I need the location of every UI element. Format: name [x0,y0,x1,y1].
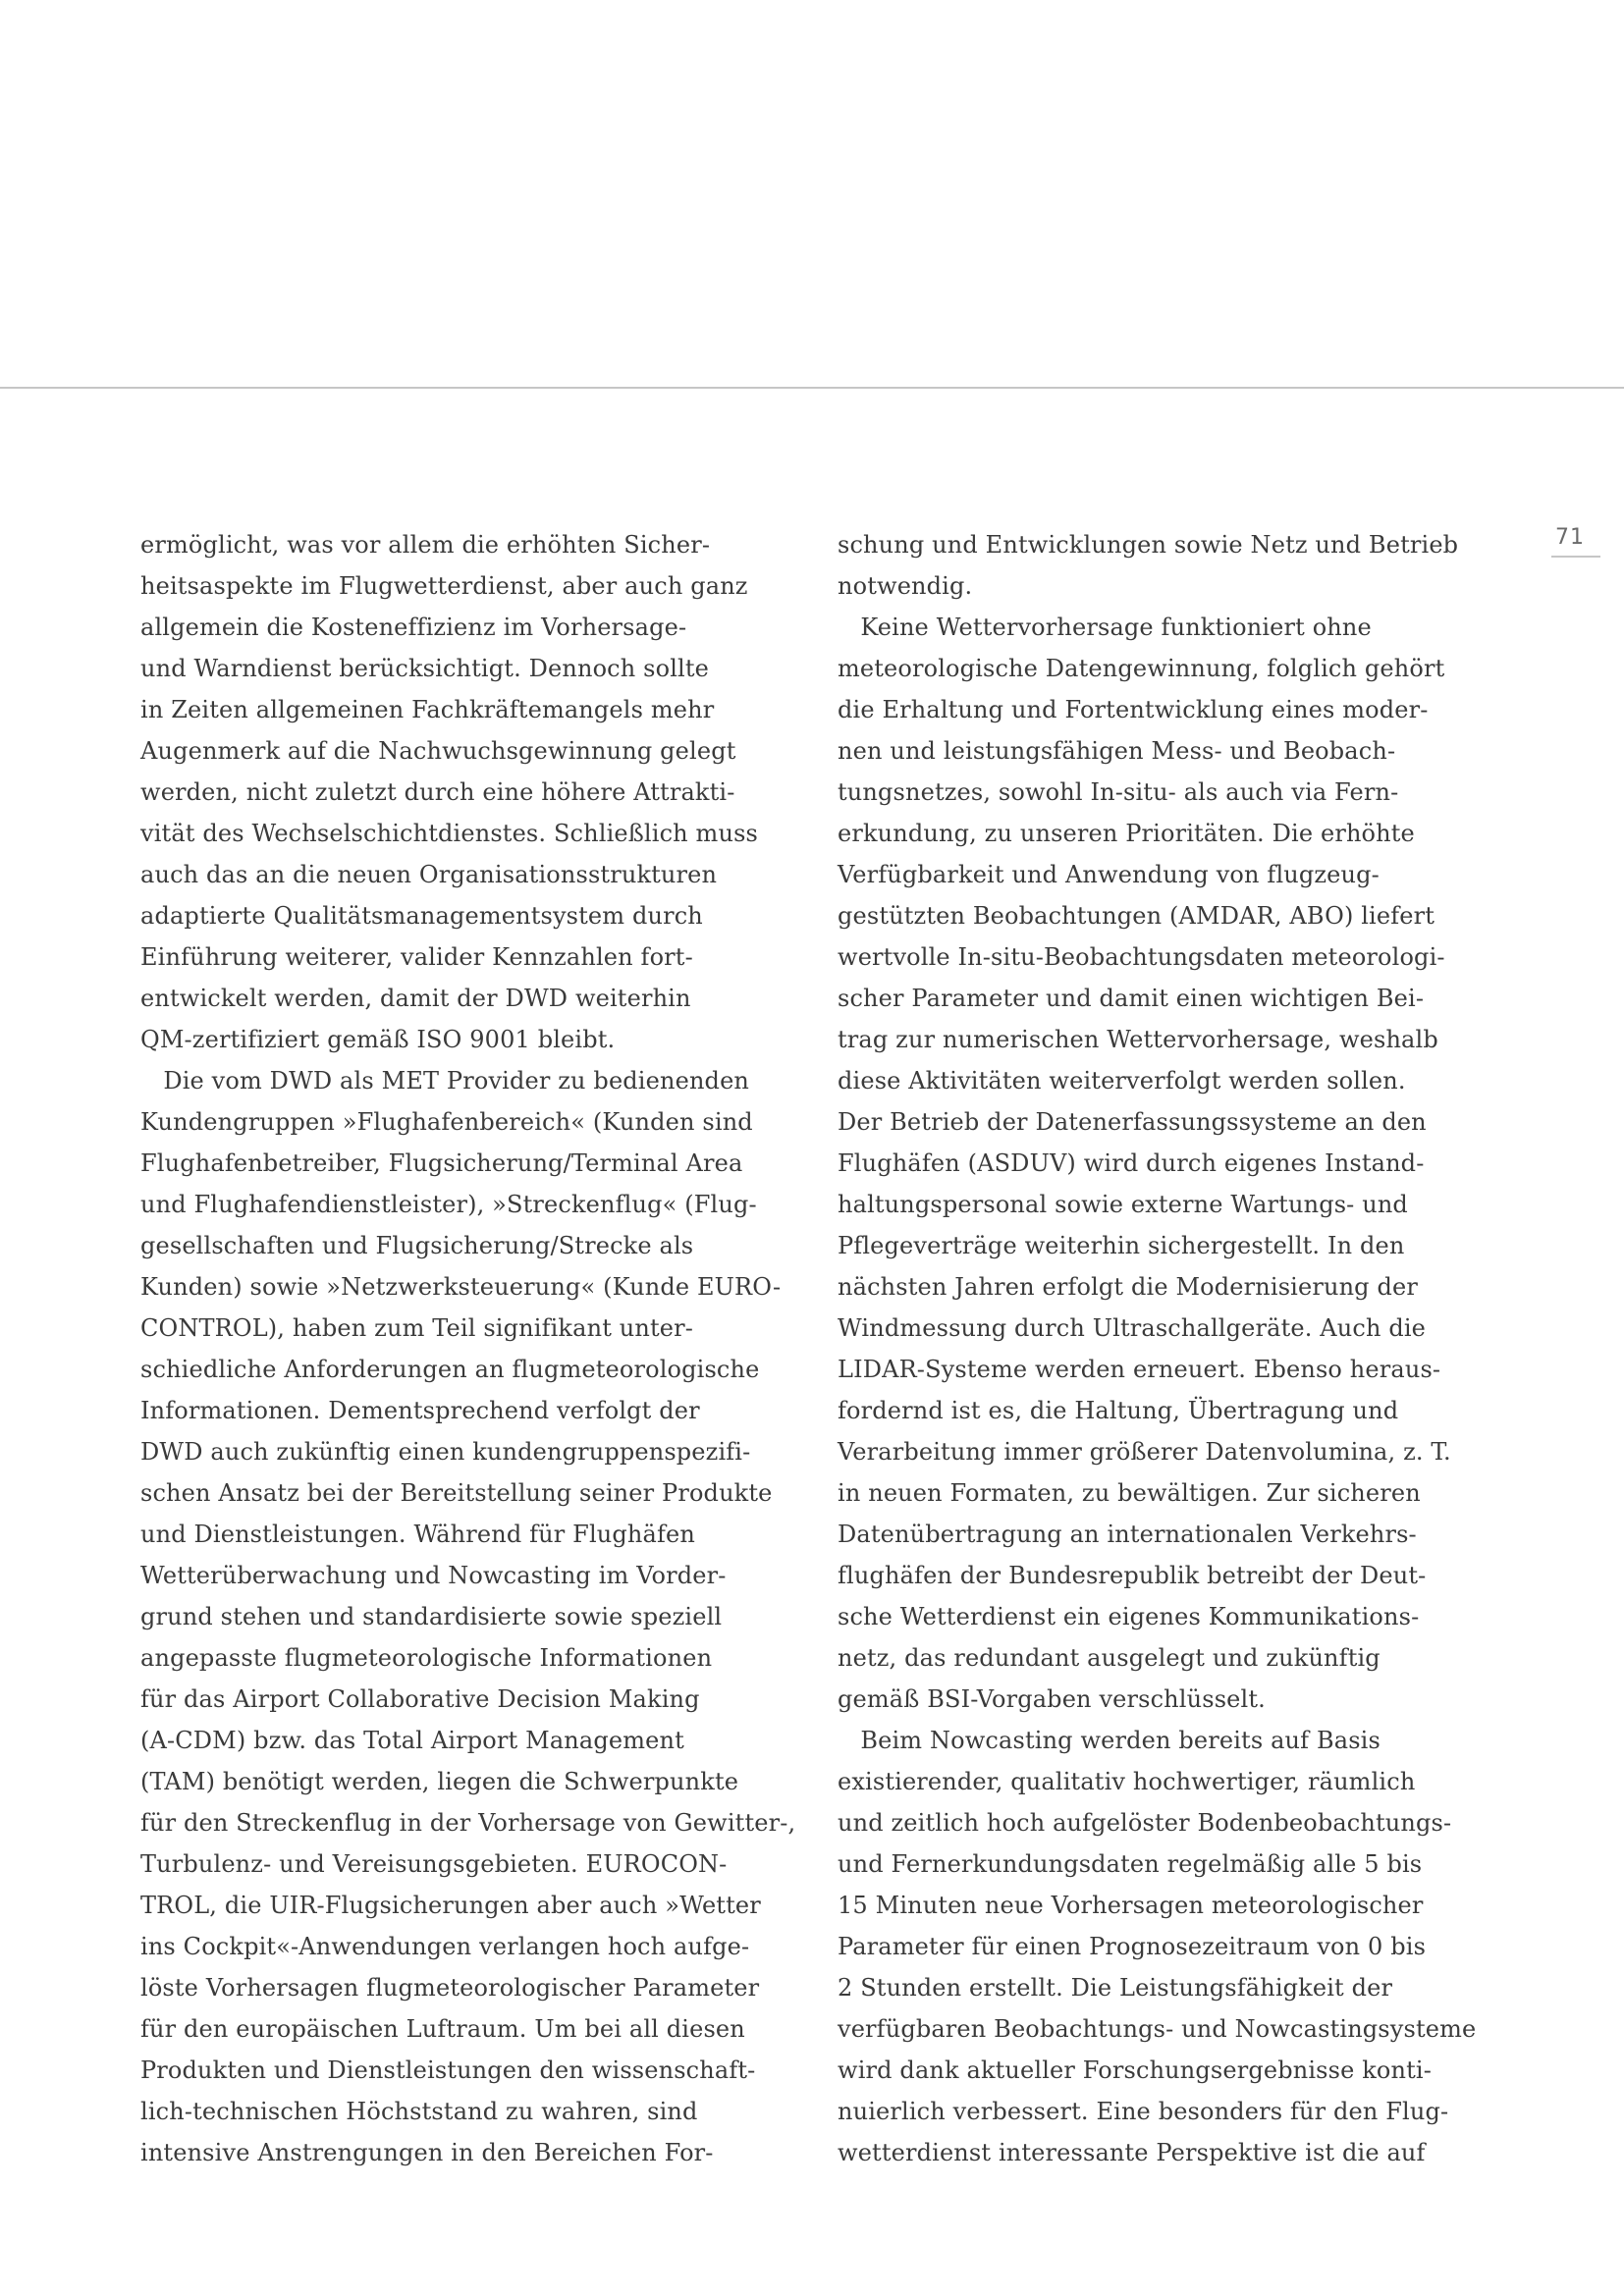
text-line: grund stehen und standardisierte sowie speziell [140,1603,723,1630]
text-line: scher Parameter und damit einen wichtigen Bei- [838,985,1425,1012]
text-line: TROL, die UIR-Flugsicherungen aber auch »Wetter [140,1892,761,1919]
text-line: auch das an die neuen Organisationsstrukturen [140,861,718,888]
text-line: und Fernerkundungsdaten regelmäßig alle 5 bis [838,1850,1423,1878]
text-line: DWD auch zukünftig einen kundengruppenspezifi- [140,1438,751,1466]
text-line: CONTROL), haben zum Teil signifikant unter- [140,1314,694,1342]
page-number: 71 [1555,525,1585,550]
text-line: schung und Entwicklungen sowie Netz und Betrieb [838,531,1459,559]
text-line: für den europäischen Luftraum. Um bei all diesen [140,2015,745,2043]
text-line: Verfügbarkeit und Anwendung von flugzeug- [838,861,1380,888]
text-line: und zeitlich hoch aufgelöster Bodenbeobachtungs- [838,1809,1452,1837]
text-line: Turbulenz- und Vereisungsgebieten. EUROCON- [140,1850,728,1878]
text-line: gemäß BSI-Vorgaben verschlüsselt. [838,1685,1266,1713]
text-line: nuierlich verbessert. Eine besonders für den Flug- [838,2098,1449,2125]
text-line: angepasste flugmeteorologische Informationen [140,1644,713,1672]
text-line: LIDAR-Systeme werden erneuert. Ebenso heraus- [838,1356,1441,1383]
text-line: Der Betrieb der Datenerfassungssysteme an den [838,1108,1427,1136]
text-line: und Flughafendienstleister), »Streckenflug« (Flug- [140,1191,757,1218]
text-line: notwendig. [838,572,973,600]
text-line: die Erhaltung und Fortentwicklung eines moder- [838,696,1429,723]
text-line: Datenübertragung an internationalen Verkehrs- [838,1521,1417,1548]
text-line: Produkten und Dienstleistungen den wissenschaft- [140,2056,756,2084]
text-line: und Dienstleistungen. Während für Flughäfen [140,1521,695,1548]
text-line: nächsten Jahren erfolgt die Modernisierung der [838,1273,1418,1301]
text-line: adaptierte Qualitätsmanagementsystem durch [140,902,703,930]
text-line: wetterdienst interessante Perspektive ist die auf [838,2139,1426,2166]
text-line: QM-zertifiziert gemäß ISO 9001 bleibt. [140,1026,616,1053]
text-line: und Warndienst berücksichtigt. Dennoch sollte [140,655,710,682]
text-line: erkundung, zu unseren Prioritäten. Die erhöhte [838,820,1415,847]
text-line: Flughäfen (ASDUV) wird durch eigenes Instand- [838,1149,1425,1177]
text-line: heitsaspekte im Flugwetterdienst, aber auch ganz [140,572,748,600]
text-line: fordernd ist es, die Haltung, Übertragung und [838,1397,1399,1424]
text-line: Verarbeitung immer größerer Datenvolumina, z. T. [838,1438,1451,1466]
text-line: wertvolle In-situ-Beobachtungsdaten meteorologi- [838,943,1445,971]
text-line: existierender, qualitativ hochwertiger, räumlich [838,1768,1416,1795]
text-line: Einführung weiterer, valider Kennzahlen fort- [140,943,693,971]
text-line: ermöglicht, was vor allem die erhöhten Sicher- [140,531,711,559]
text-line: für den Streckenflug in der Vorhersage von Gewitter-, [140,1809,796,1837]
text-line: Flughafenbetreiber, Flugsicherung/Terminal Area [140,1149,743,1177]
text-line: werden, nicht zuletzt durch eine höhere Attrakti- [140,778,735,806]
text-line: Keine Wettervorhersage funktioniert ohne [838,614,1372,641]
text-line: haltungspersonal sowie externe Wartungs- und [838,1191,1408,1218]
text-line: löste Vorhersagen flugmeteorologischer Parameter [140,1974,760,2002]
text-line: Kunden) sowie »Netzwerksteuerung« (Kunde EURO- [140,1273,782,1301]
text-line: vität des Wechselschichtdienstes. Schließlich muss [140,820,759,847]
text-line: allgemein die Kosteneffizienz im Vorhersage- [140,614,687,641]
right-text-column [838,524,1515,2173]
text-line: diese Aktivitäten weiterverfolgt werden sollen. [838,1067,1406,1095]
header-divider-line [0,387,1624,389]
text-line: intensive Anstrengungen in den Bereichen For- [140,2139,714,2166]
text-line: entwickelt werden, damit der DWD weiterhin [140,985,691,1012]
text-line: in Zeiten allgemeinen Fachkräftemangels mehr [140,696,715,723]
text-line: netz, das redundant ausgelegt und zukünftig [838,1644,1380,1672]
text-line: Beim Nowcasting werden bereits auf Basis [838,1727,1380,1754]
text-line: ins Cockpit«-Anwendungen verlangen hoch aufge- [140,1933,750,1960]
text-line: Informationen. Dementsprechend verfolgt der [140,1397,700,1424]
text-line: 2 Stunden erstellt. Die Leistungsfähigkeit der [838,1974,1393,2002]
left-text-column [140,524,818,2173]
text-line: trag zur numerischen Wettervorhersage, weshalb [838,1026,1438,1053]
text-line: Windmessung durch Ultraschallgeräte. Auch die [838,1314,1427,1342]
text-line: Parameter für einen Prognosezeitraum von 0 bis [838,1933,1427,1960]
text-line: Kundengruppen »Flughafenbereich« (Kunden sind [140,1108,753,1136]
text-line: schiedliche Anforderungen an flugmeteorologische [140,1356,760,1383]
text-line: sche Wetterdienst ein eigenes Kommunikations- [838,1603,1420,1630]
text-line: nen und leistungsfähigen Mess- und Beobach- [838,737,1396,765]
text-line: (TAM) benötigt werden, liegen die Schwerpunkte [140,1768,739,1795]
text-line: Pflegeverträge weiterhin sichergestellt. In den [838,1232,1405,1259]
text-line: schen Ansatz bei der Bereitstellung seiner Produkte [140,1479,773,1507]
text-line: Augenmerk auf die Nachwuchsgewinnung gelegt [140,737,736,765]
text-line: verfügbaren Beobachtungs- und Nowcastingsysteme [838,2015,1477,2043]
text-line: für das Airport Collaborative Decision Making [140,1685,700,1713]
text-line: wird dank aktueller Forschungsergebnisse konti- [838,2056,1432,2084]
text-line: gestützten Beobachtungen (AMDAR, ABO) liefert [838,902,1435,930]
text-line: gesellschaften und Flugsicherung/Strecke als [140,1232,694,1259]
text-line: flughäfen der Bundesrepublik betreibt der Deut- [838,1562,1427,1589]
text-line: (A-CDM) bzw. das Total Airport Management [140,1727,684,1754]
text-line: lich-technischen Höchststand zu wahren, sind [140,2098,698,2125]
text-line: tungsnetzes, sowohl In-situ- als auch via Fern- [838,778,1399,806]
text-line: in neuen Formaten, zu bewältigen. Zur sicheren [838,1479,1421,1507]
text-line: Die vom DWD als MET Provider zu bedienenden [140,1067,750,1095]
text-line: meteorologische Datengewinnung, folglich gehört [838,655,1445,682]
text-line: Wetterüberwachung und Nowcasting im Vorder- [140,1562,727,1589]
page-number-underline [1551,556,1600,558]
text-line: 15 Minuten neue Vorhersagen meteorologischer [838,1892,1424,1919]
